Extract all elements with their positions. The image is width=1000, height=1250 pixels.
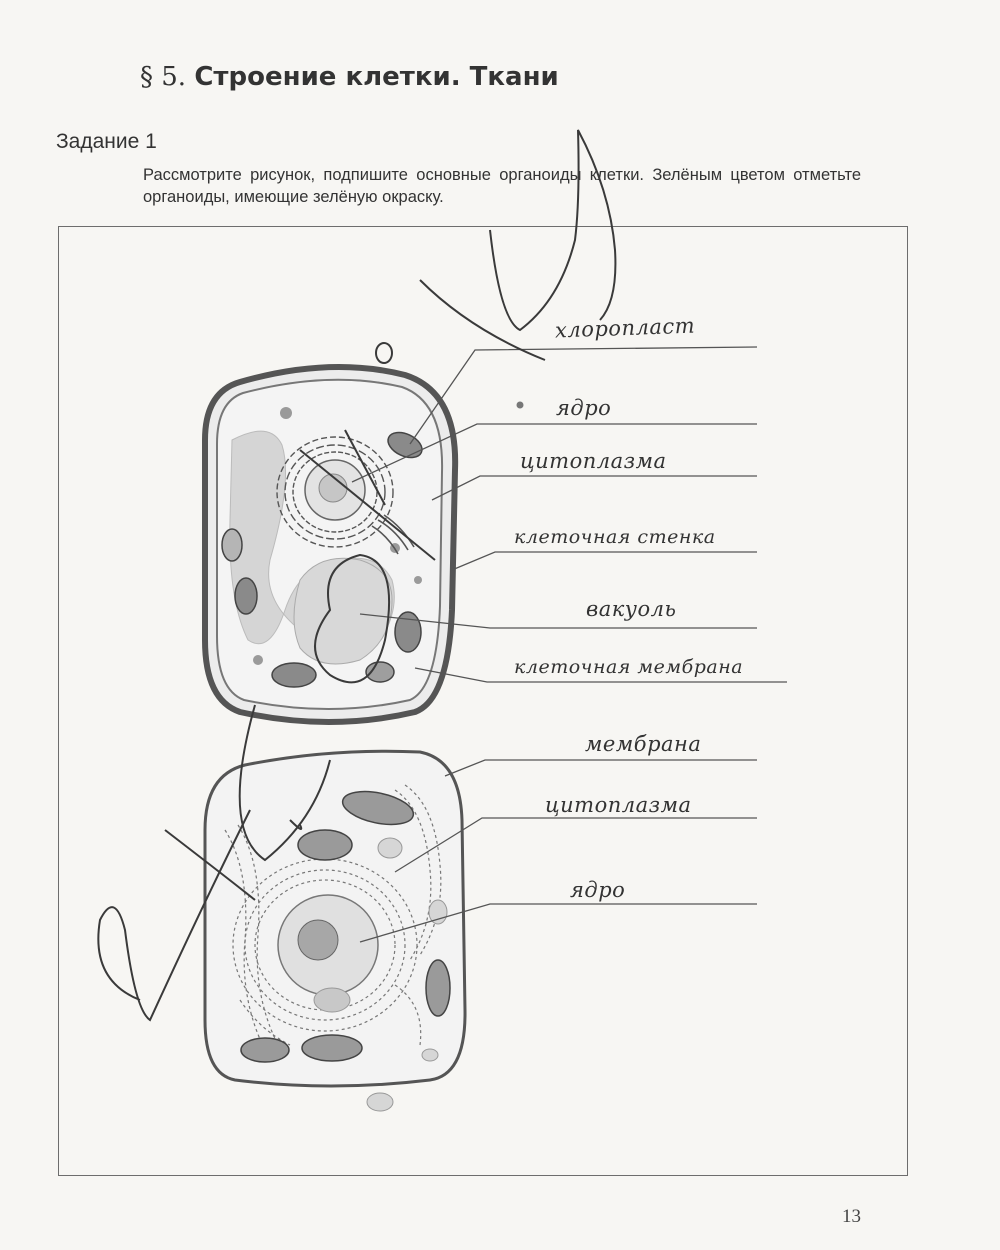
animal-nucleolus: [298, 920, 338, 960]
task-instruction: Рассмотрите рисунок, подпишите основные органоиды клетки. Зелёным цветом отметьте органоиды, имеющие зелёную окраску.: [143, 166, 861, 206]
answer-animal-cytoplasm: цитоплазма: [545, 793, 692, 817]
answer-animal-membrane: мембрана: [585, 732, 702, 756]
answer-cell-wall: клеточная стенка: [514, 526, 716, 548]
answer-chloroplast: хлоропласт: [554, 313, 696, 343]
task-title: Задание 1: [56, 130, 157, 153]
answer-cell-membrane: клеточная мембрана: [514, 656, 744, 678]
answer-vacuole: вакуоль: [586, 597, 677, 621]
answer-plant-nucleus: ядро: [556, 396, 612, 420]
answer-animal-nucleus: ядро: [570, 878, 626, 902]
mitochondrion: [298, 830, 352, 860]
mitochondrion: [241, 1038, 289, 1062]
plant-cell: [205, 367, 524, 722]
plant-nucleolus: [319, 474, 347, 502]
answer-plant-cytoplasm: цитоплазма: [520, 449, 667, 473]
section-number: § 5.: [140, 62, 187, 92]
chloroplast: [235, 578, 257, 614]
chloroplast: [222, 529, 242, 561]
animal-cell: [205, 751, 465, 1111]
section-name: Строение клетки. Ткани: [194, 62, 559, 92]
chloroplast: [272, 663, 316, 687]
mitochondrion: [426, 960, 450, 1016]
page-number: 13: [842, 1206, 861, 1227]
mitochondrion: [302, 1035, 362, 1061]
